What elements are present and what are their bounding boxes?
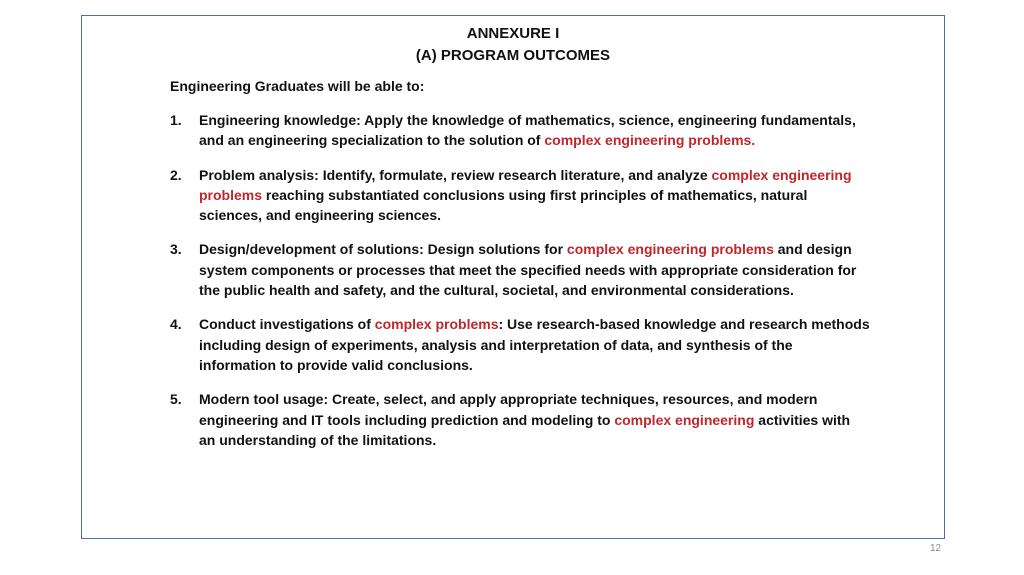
outcome-highlight: complex problems xyxy=(374,316,499,333)
outcome-highlight: complex engineering problems xyxy=(199,166,852,203)
outcome-highlight: complex engineering xyxy=(614,411,755,428)
annex-title: ANNEXURE I xyxy=(466,25,560,42)
outcome-text: Design/development of solutions: Design solutions for xyxy=(199,241,567,258)
outcome-text: Problem analysis: Identify, formulate, review research literature, and analyze xyxy=(199,166,712,183)
outcome-item xyxy=(170,165,870,226)
outcome-text: and design system components or processes that meet the specified needs with appropriate consideration for the public health and safety, and the cultural, societal, and environmental considerations. xyxy=(199,241,857,299)
intro-text: Engineering Graduates will be able to: xyxy=(170,78,425,94)
outcome-number: 2. xyxy=(170,166,182,183)
outcome-number: 1. xyxy=(170,112,182,128)
outcome-item xyxy=(170,389,870,450)
outcome-number: 4. xyxy=(170,316,182,333)
slide-frame xyxy=(81,15,945,539)
outcome-text: Conduct investigations of xyxy=(199,316,375,333)
outcome-text: Engineering knowledge: Apply the knowledge of mathematics, science, engineering fundamentals, and an engineering specialization to the solution of xyxy=(199,112,856,149)
outcome-text: Modern tool usage: Create, select, and apply appropriate techniques, resources, and modern engineering and IT tools including prediction and modeling to xyxy=(199,391,818,428)
outcome-item xyxy=(170,314,870,375)
outcome-text: reaching substantiated conclusions using first principles of mathematics, natural sciences, and engineering sciences. xyxy=(199,186,808,224)
title-block xyxy=(82,23,944,67)
outcome-text: : Use research-based knowledge and research methods including design of experiments, analysis and interpretation of data, and synthesis of the information to provide valid conclusions. xyxy=(199,316,870,373)
section-title: (A) PROGRAM OUTCOMES xyxy=(415,47,611,64)
page-number: 12 xyxy=(930,543,942,554)
outcome-text: activities with an understanding of the limitations. xyxy=(199,411,851,448)
outcome-number: 3. xyxy=(170,241,182,258)
outcomes-list xyxy=(170,110,870,464)
outcome-highlight: complex engineering problems xyxy=(566,241,774,258)
outcome-item xyxy=(170,110,870,151)
outcome-item xyxy=(170,239,870,300)
outcome-number: 5. xyxy=(170,391,182,408)
outcome-highlight: complex engineering problems. xyxy=(544,132,756,149)
